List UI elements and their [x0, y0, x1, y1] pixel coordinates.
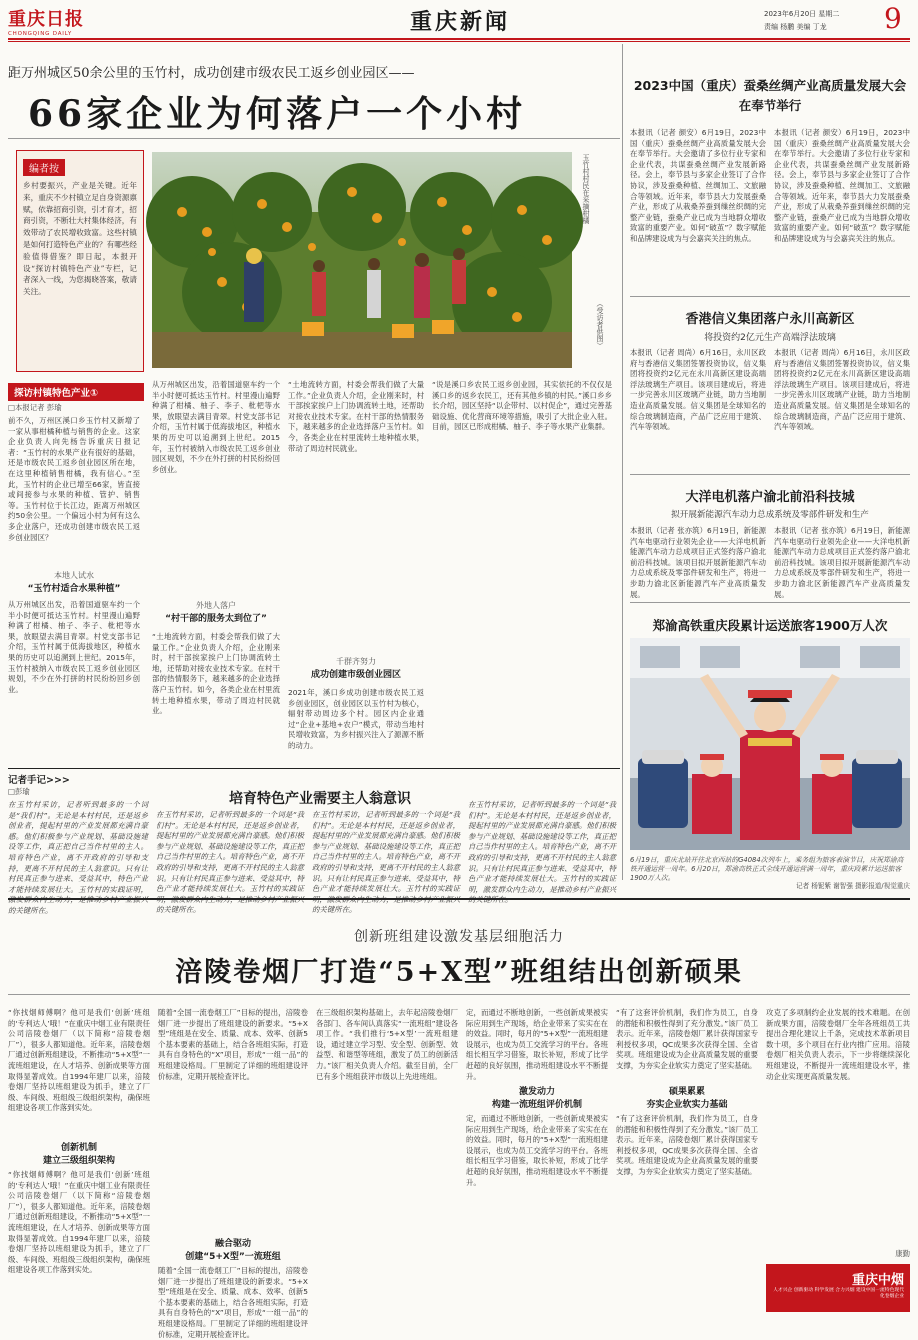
bottom-body-col2: 随着“全国一流卷烟工厂”目标的提出，涪陵卷烟厂进一步提出了班组建设的新要求。“5+X型”班组是在安全、质量、成本、效率、创新5个基本要素的基础上，结合各班组实际，打造具有自身特色的“X”项目，形成“一组一品”的班组建设格局。厂里制定了详细的班组建设评价标准，定期开展检查评比。: [158, 1008, 308, 1081]
notes-rule: [8, 768, 620, 769]
bottom-subhead-4-main: 硕果累累: [668, 1087, 705, 1097]
lead-byline: □本报记者 彭瑜: [8, 403, 62, 412]
editor-note-box: [16, 150, 144, 372]
a3-sub: 拟开展新能源汽车动力总成系统及零部件研发和生产: [671, 510, 869, 520]
a2-body-right: 本报讯（记者 周尚）6月16日，永川区政府与香港信义集团签署投资协议，信义集团将投资约2亿元在永川高新区建设高端浮法玻璃生产项目。该项目建成后，将进一步完善永川区玻璃产业链，助力当地制造业高质量发展。信义集团是全球知名的综合玻璃制造商，产品广泛应用于建筑、汽车等领域。: [774, 348, 910, 432]
column-tag: 探访村镇特色产业①: [8, 383, 144, 401]
bottom-kicker: 创新班组建设激发基层细胞活力: [354, 929, 564, 945]
masthead-rule-thin: [8, 41, 910, 42]
a3-rule: [630, 602, 910, 603]
a4-caption: 6月19日，重庆北站开往北京西站的G4084次列车上，乘务组为旅客表演节目，庆祝郑渝高铁开通运营一周年。6月20日，郑渝高铁正式全线开通运营满一周年，重庆段累计运送旅客1900万人次。: [630, 856, 904, 882]
bottom-subhead-4: [616, 1084, 758, 1110]
lead-body-col1: 前不久，万州区溪口乡玉竹村又新增了一家从事柑橘种植与销售的企业。这家企业负责人向先杨告诉重庆日报记者：“玉竹村的水果产业有很好的基础，还是市级农民工返乡创业园区所在地，在这里种植销售柑橘，我有信心。”至此，玉竹村的企业已增至66家，皆直接或间接参与水果的种植、管护、销售等。玉竹村位于长江边，距离万州城区约50余公里。一个偏远小村为何有这么多企业落户，还成功创建市级农民工返乡创业园区？: [8, 416, 140, 542]
photo-side-caption: 玉竹村村民在采摘柑橘: [582, 154, 590, 224]
notes-body-4: 在玉竹村采访，记者听到最多的一个词是“我们村”。无论是本村村民，还是返乡创业者，提起村里的产业发展都充满自豪感。他们积极参与产业规划、基础设施建设等工作，真正把自己当作村里的主人。培育特色产业，离不开政府的引导和支持，更离不开村民的主人翁意识。只有让村民真正参与进来、受益其中，特色产业才能持续发展壮大。玉竹村的实践证明，激发群众内生动力，是推动乡村产业振兴: [468, 800, 616, 894]
lead-subhead-2-main: “村干部的服务太到位了”: [165, 614, 267, 624]
lead-body-col3b: 2021年，溪口乡成功创建市级农民工返乡创业园区，创业园区以玉竹村为核心，辐射带动周边多个村。园区内企业通过“企业+基地+农户”模式，带动当地村民增收致富，为乡村振兴注入了源源不断的动力。: [288, 688, 424, 750]
section-title: 重庆新闻: [409, 9, 510, 35]
train-photo: [630, 638, 910, 850]
page-number: 9: [884, 2, 902, 35]
bottom-subhead-2-sub: 创建“5+X型”一流班组: [185, 1252, 281, 1262]
bottom-body-col6: 攻克了多项制约企业发展的技术难题。在创新成果方面，涪陵卷烟厂全年各班组员工共提出合理化建议上千条，完成技术革新项目数十项，多个项目在行业内推广应用。涪陵卷烟厂相关负责人表示，下一步将继续深化班组建设，不断提升一流班组建设水平，推动企业实现更高质量发展。: [766, 1008, 910, 1081]
date-line: 2023年6月20日 星期二: [764, 10, 840, 18]
bottom-subhead-4-sub: 夯实企业软实力基础: [646, 1100, 728, 1110]
a4-title: 郑渝高铁重庆段累计运送旅客1900万人次: [652, 618, 888, 633]
lead-subhead-3-main: 成功创建市级创业园区: [310, 670, 401, 680]
a2-body-left: 本报讯（记者 周尚）6月16日，永川区政府与香港信义集团签署投资协议，信义集团将投资约2亿元在永川高新区建设高端浮法玻璃生产项目。该项目建成后，将进一步完善永川区玻璃产业链，助力当地制造业高质量发展。信义集团是全球知名的综合玻璃制造商，产品广泛应用于建筑、汽车等领域。: [630, 348, 766, 432]
bottom-body-col5: “有了这套评价机制，我们作为员工，自身的潜能和积极性得到了充分激发。”该厂员工表示。近年来，涪陵卷烟厂累计获得国家专利授权多项，QC成果多次获得全国、全省奖项。班组建设成为企业高质量发展的重要支撑，为夯实企业软实力奠定了坚实基础。: [616, 1008, 758, 1070]
lead-kicker: 距万州城区50余公里的玉竹村，成功创建市级农民工返乡创业园区——: [8, 66, 415, 81]
lead-rule: [8, 138, 620, 139]
lead-body-col2: 从万州城区出发，沿着国道驱车约一个半小时便可抵达玉竹村。村里漫山遍野种满了柑橘、柚子、李子、枇杷等水果，放眼望去满目青翠。村党支部书记介绍，玉竹村属于低海拔地区，种植水果的历史可以追溯到上世纪。2015年，玉竹村被纳入市级农民工返乡创业园区规划，不少在外打拼的村民纷纷回乡创业。: [152, 380, 280, 474]
lead-subhead-3: [288, 656, 424, 680]
bottom-subhead-1: [8, 1140, 150, 1166]
bottom-body-col1b: “你找烟师傅啊？他可是我们‘创新’班组的‘专利达人’哦！”在重庆中烟工业有限责任公司涪陵卷烟厂（以下简称“涪陵卷烟厂”），很多人都知道他。近年来，涪陵卷烟厂通过创新班组建设，不断推动“5+X型”一流班组建设，在人才培养、创新成果等方面取得显著成效。自1994年建厂以来，涪陵卷烟厂坚持以班组建设为抓手，建立了厂级、车间级、班组级三级组织架构，确保班组建设各项工作落到实处。: [8, 1170, 150, 1275]
editors-line: 责编 杨鹏 美编 丁龙: [764, 23, 827, 31]
masthead-rule: [8, 38, 910, 40]
bottom-byline-end: 康勤: [895, 1249, 910, 1258]
notes-tag: 记者手记>>>: [8, 775, 70, 786]
right-column-divider: [622, 44, 623, 880]
lead-subhead-1-pre: 本地人试水: [54, 571, 94, 580]
notes-body-3: 在玉竹村采访，记者听到最多的一个词是“我们村”。无论是本村村民，还是返乡创业者，提起村里的产业发展都充满自豪感。他们积极参与产业规划、基础设施建设等工作，真正把自己当作村里的主人。培育特色产业，离不开政府的引导和支持，更离不开村民的主人翁意识。只有让村民真正参与进来、受益其中，特色产业才能持续发展壮大。玉竹村的实践证 的关键所在。: [312, 810, 460, 915]
notes-byline: □彭瑜: [8, 787, 30, 796]
notes-body-1: 在玉竹村采访，记者听到最多的一个词是“我们村”。无论是本村村民，还是返乡创业者，提起村里的产业发展都充满自豪感。他们积极参与产业规划、基础设施建设等工作，真正把自己当作村里的主人。培育特色产业，离不开政府的引导和支持，更离不开村民的主人翁意识。只有让村民真正参与进来、受益其中，特色产业才能持续发展壮大。玉竹村的实践证明， 的关键所在。: [8, 800, 148, 915]
a1-title: 2023中国（重庆）蚕桑丝绸产业高质量发展大会在奉节举行: [633, 78, 907, 113]
bottom-body-col4b: 定，而通过不断地创新，一些创新成果被实际应用到生产现场，给企业带来了实实在在的效益。同时，每月的“5+X型”一流班组建设展示，也成为员工交流学习的平台。各班组长相互学习借鉴，取长补短，形成了比学赶超的良好氛围，推动班组建设水平不断提升。: [466, 1114, 608, 1187]
lead-headline: 66家企业为何落户一个小村: [28, 93, 527, 135]
bottom-subhead-3-sub: 构建一流班组评价机制: [491, 1100, 582, 1110]
a3-title: 大洋电机落户渝北前沿科技城: [685, 490, 855, 505]
lead-body-col4: “说是溪口乡农民工返乡创业园，其实依托的不仅仅是溪口乡的返乡农民工，还有其他乡镇的村民。”溪口乡乡长介绍，园区坚持“以企带村、以村促企”，通过完善基础设施、优化营商环境等措施，吸引了大批企业入驻。目前，园区已形成柑橘、柚子、李子等水果产业集群。: [432, 380, 612, 432]
a1-body-right: 本报讯（记者 颜安）6月19日，2023中国（重庆）蚕桑丝绸产业高质量发展大会在奉节举行。大会邀请了多位行业专家和企业代表，共谋蚕桑丝绸产业发展新路径。会上，奉节县与多家企业签订了合作协议，涉及蚕桑种植、丝绸加工、文旅融合等领域。近年来，奉节县大力发展蚕桑产业，形成了从栽桑养蚕到缫丝织绸的完整产业链，蚕桑产业已成为当地群众增收致富的重要产业。如何“破茧”？数字赋能和品牌建设成为与会嘉宾关注的焦点。: [774, 128, 910, 243]
lead-body-col1b: 从万州城区出发，沿着国道驱车约一个半小时便可抵达玉竹村。村里漫山遍野种满了柑橘、柚子、李子、枇杷等水果，放眼望去满目青翠。村党支部书记介绍，玉竹村属于低海拔地区，种植水果的历史可以追溯到上世纪。2015年，玉竹村被纳入市级农民工返乡创业园区规划，不少在外打拼的村民纷纷回乡创业。: [8, 600, 140, 694]
a3-body-left: 本报讯（记者 张亦筑）6月19日，新能源汽车电驱动行业领先企业——大洋电机新能源汽车动力总成项目正式签约落户渝北前沿科技城。该项目拟开展新能源汽车动力总成系统及零部件研发和生产，将进一步助力渝北区新能源汽车产业高质量发展。: [630, 526, 766, 599]
bottom-subhead-3: [466, 1084, 608, 1110]
logo-en: CHONGQING DAILY: [8, 31, 72, 37]
notes-title: 培育特色产业需要主人翁意识: [229, 791, 411, 807]
lead-subhead-1: [8, 570, 140, 594]
a1-rule: [630, 296, 910, 297]
orchard-photo-art: [152, 152, 572, 368]
bottom-body-col4: 定，而通过不断地创新，一些创新成果被实际应用到生产现场，给企业带来了实实在在的效益。同时，每月的“5+X型”一流班组建设展示，也成为员工交流学习的平台。各班组长相互学习借鉴，取长补短，形成了比学赶超的良好氛围，推动班组建设水平不断提升。: [466, 1008, 608, 1081]
lead-body-col3: “土地流转方面，村委会帮我们做了大量工作。”企业负责人介绍，企业刚来时，村干部挨家挨户上门协调流转土地，还帮助对接农业技术专家。在村干部的热情服务下，越来越多的企业选择落户玉竹村。如今，各类企业在村里流转土地种植水果，带动了周边村民就业。: [288, 380, 424, 453]
bottom-body-col3: 在三级组织架构基础上，去年起涪陵卷烟厂各部门、各车间认真落实“一流班组”建设各项工作。“我们推行‘5+X型’一流班组建设，通过建立学习型、安全型、创新型、效益型、和谐型等班组，激发了员工的创新活力。”该厂相关负责人介绍。截至目前，全厂已有多个班组获评市级以上先进班组。: [316, 1008, 458, 1081]
bottom-headline-rule: [8, 994, 910, 995]
bottom-subhead-3-main: 激发动力: [518, 1087, 555, 1097]
bottom-body-col1: “你找烟师傅啊？他可是我们‘创新’班组的‘专利达人’哦！”在重庆中烟工业有限责任公司涪陵卷烟厂（以下简称“涪陵卷烟厂”），很多人都知道他。近年来，涪陵卷烟厂通过创新班组建设，不断推动“5+X型”一流班组建设，在人才培养、创新成果等方面取得显著成效。自1994年建厂以来，涪陵卷烟厂坚持以班组建设为抓手，建立了厂级、车间级、班组级三级组织架构，确保班组建设各项工作落到实处。: [8, 1008, 150, 1113]
lead-subhead-1-main: “玉竹村适合水果种植”: [27, 584, 121, 594]
masthead-logo: [8, 5, 118, 35]
bottom-subhead-2-main: 融合驱动: [214, 1239, 251, 1249]
brand-ad-name: 重庆中烟: [851, 1273, 904, 1288]
lead-subhead-2-pre: 外地人落户: [196, 601, 236, 610]
notes-body-2: 在玉竹村采访，记者听到最多的一个词是“我们村”。无论是本村村民，还是返乡创业者，提起村里的产业发展都充满自豪感。他们积极参与产业规划、基础设施建设等工作，真正把自己当作村里的主人。培育特色产业，离不开政府的引导和支持，更离不开村民的主人翁意识。只有让村民真正参与进来、受益其中，特色产业才能持续发展壮大。玉竹村的实践证 的关键所在。: [156, 810, 304, 915]
bottom-subhead-1-main: 创新机制: [60, 1143, 97, 1153]
orchard-photo: [152, 152, 572, 368]
editor-note-label: 编者按: [23, 159, 65, 176]
bottom-body-col2b: 随着“全国一流卷烟工厂”目标的提出，涪陵卷烟厂进一步提出了班组建设的新要求。“5+X型”班组是在安全、质量、成本、效率、创新5个基本要素的基础上，结合各班组实际，打造具有自身特色的“X”项目，形成“一组一品”的班组建设格局。厂里制定了详细的班组建设评价标准，定期开展检查评比。: [158, 1266, 308, 1339]
bottom-subhead-1-sub: 建立三级组织架构: [42, 1156, 115, 1166]
bottom-rule: [8, 898, 910, 900]
photo-credit: （受访者供图）: [596, 300, 604, 349]
bottom-body-col5b: “有了这套评价机制，我们作为员工，自身的潜能和积极性得到了充分激发。”该厂员工表示。近年来，涪陵卷烟厂累计获得国家专利授权多项，QC成果多次获得全国、全省奖项。班组建设成为企业高质量发展的重要支撑，为夯实企业软实力奠定了坚实基础。: [616, 1114, 758, 1176]
a2-title: 香港信义集团落户永川高新区: [685, 312, 855, 327]
a1-body-left: 本报讯（记者 颜安）6月19日，2023中国（重庆）蚕桑丝绸产业高质量发展大会在奉节举行。大会邀请了多位行业专家和企业代表，共谋蚕桑丝绸产业发展新路径。会上，奉节县与多家企业签订了合作协议，涉及蚕桑种植、丝绸加工、文旅融合等领域。近年来，奉节县大力发展蚕桑产业，形成了从栽桑养蚕到缫丝织绸的完整产业链，蚕桑产业已成为当地群众增收致富的重要产业。如何“破茧”？数字赋能和品牌建设成为与会嘉宾关注的焦点。: [630, 128, 766, 243]
editor-note-text: 乡村要振兴，产业是关键。近年来，重庆不少村镇立足自身资源禀赋，依靠招商引资，引才育才，招商引资，不断壮大村集体经济，有效带动了农民增收致富。这些村镇是如何打造特色产业的？有哪些经验值得借鉴？即日起，本报开设“探访村镇特色产业”专栏，记者深入一线，为您揭晓答案，敬请关注。: [23, 181, 137, 297]
a4-credit: 记者 杨铌紫 谢智强 摄影报道/视觉重庆: [795, 882, 910, 890]
train-photo-art: [630, 638, 910, 850]
lead-subhead-3-pre: 千群齐努力: [336, 657, 376, 666]
logo-text: 重庆日报: [8, 9, 84, 30]
lead-subhead-2: [152, 600, 280, 624]
brand-ad-slogan: 人才兴企 创新驱动 科学发展 合力兴烟 建设中国一流特色现代化卷烟企业: [773, 1288, 904, 1299]
lead-body-col2b: “土地流转方面，村委会帮我们做了大量工作。”企业负责人介绍，企业刚来时，村干部挨家挨户上门协调流转土地，还帮助对接农业技术专家。在村干部的热情服务下，越来越多的企业选择落户玉竹村。如今，各类企业在村里流转土地种植水果，带动了周边村民就业。: [152, 632, 280, 716]
a2-rule: [630, 474, 910, 475]
brand-ad-box: [766, 1264, 910, 1312]
bottom-subhead-2: [158, 1236, 308, 1262]
a2-sub: 将投资约2亿元生产高端浮法玻璃: [704, 333, 836, 343]
a3-body-right: 本报讯（记者 张亦筑）6月19日，新能源汽车电驱动行业领先企业——大洋电机新能源汽车动力总成项目正式签约落户渝北前沿科技城。该项目拟开展新能源汽车动力总成系统及零部件研发和生产，将进一步助力渝北区新能源汽车产业高质量发展。: [774, 526, 910, 599]
bottom-headline: 涪陵卷烟厂打造“5+X型”班组结出创新硕果: [175, 957, 743, 988]
